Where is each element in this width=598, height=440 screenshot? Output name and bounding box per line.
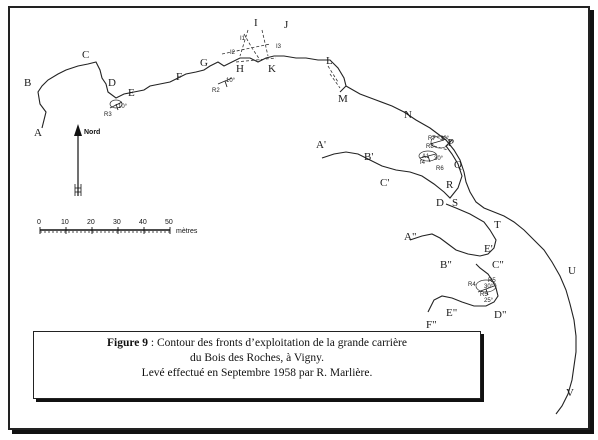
point-label-b-prime: B' [364,151,374,163]
point-label-s: S [452,197,459,209]
annot-a1-dip: 30° [434,156,444,162]
point-label-h: H [236,63,244,75]
point-label-n: N [404,109,412,121]
point-label-c-second: C" [492,259,504,271]
point-label-i: I [254,17,258,29]
annot-r4-dip: 30° [484,284,494,290]
point-label-t: T [494,219,501,231]
point-label-d: D [108,77,116,89]
scale-bar [37,219,198,235]
point-label-v: V [566,387,574,399]
scale-tick-0: 0 [37,219,41,226]
point-label-l: L [326,55,333,67]
point-label-g: G [200,57,208,69]
annotation-labels [104,36,496,304]
annot-r3-dip: 10° [118,104,128,110]
figure-number: Figure 9 [107,337,148,349]
north-arrow [74,124,100,196]
annot-r8: R8 [426,144,434,150]
scale-tick-10: 10 [61,219,69,226]
caption-line-1-text: : Contour des fronts d’exploitation de la grande carrière [148,337,407,349]
annot-r7: R7 [428,136,436,142]
point-label-e-prime: E' [484,243,493,255]
point-label-r: R [446,179,454,191]
point-label-a-second: A" [404,231,417,243]
north-arrowhead-icon [74,124,82,136]
annot-i1: I1 [240,36,246,42]
annot-f4: f4 [420,160,426,166]
point-label-a-prime: A' [316,139,326,151]
point-label-c-prime: C' [380,177,390,189]
contour-main-west [38,56,346,128]
caption-line-3: Levé effectué en Septembre 1958 par R. Marlière. [141,367,373,379]
point-label-c: C [82,49,90,61]
scale-tick-30: 30 [113,219,121,226]
annot-r7-dip: 30° [440,136,450,142]
point-label-f: F [176,71,183,83]
caption-line-1 [34,336,480,351]
point-label-j: J [284,19,289,31]
point-label-k: K [268,63,276,75]
figure-caption [33,331,481,399]
annot-a1: A1 [422,154,430,160]
annot-r2-dip: 10° [226,78,236,84]
annot-r4: R4 [468,282,476,288]
point-label-u: U [568,265,576,277]
annot-r2: R2 [212,88,220,94]
annot-i3: I3 [276,44,282,50]
scale-tick-20: 20 [87,219,95,226]
point-label-f-second: F" [426,319,437,331]
point-label-e-second: E" [446,307,458,319]
point-label-b: B [24,77,32,89]
annot-r5-dip: 25° [484,298,494,304]
scale-tick-40: 40 [139,219,147,226]
point-label-d2: D [436,197,444,209]
point-label-e: E [128,87,135,99]
point-label-p: P [448,137,455,149]
caption-line-2: du Bois des Roches, à Vigny. [189,352,325,364]
annot-r3: R3 [104,112,112,118]
point-label-q: Q [454,159,462,171]
point-label-m: M [338,93,348,105]
annot-i2: I2 [230,50,236,56]
scale-unit: mètres [176,228,198,235]
scale-tick-50: 50 [165,219,173,226]
annot-r6: R6 [436,166,444,172]
point-label-d-second: D" [494,309,507,321]
north-label: Nord [84,129,101,136]
annot-r5a: R5 [488,278,496,284]
annot-r5: R5 [480,292,488,298]
point-label-b-second: B" [440,259,452,271]
point-label-a: A [34,127,42,139]
